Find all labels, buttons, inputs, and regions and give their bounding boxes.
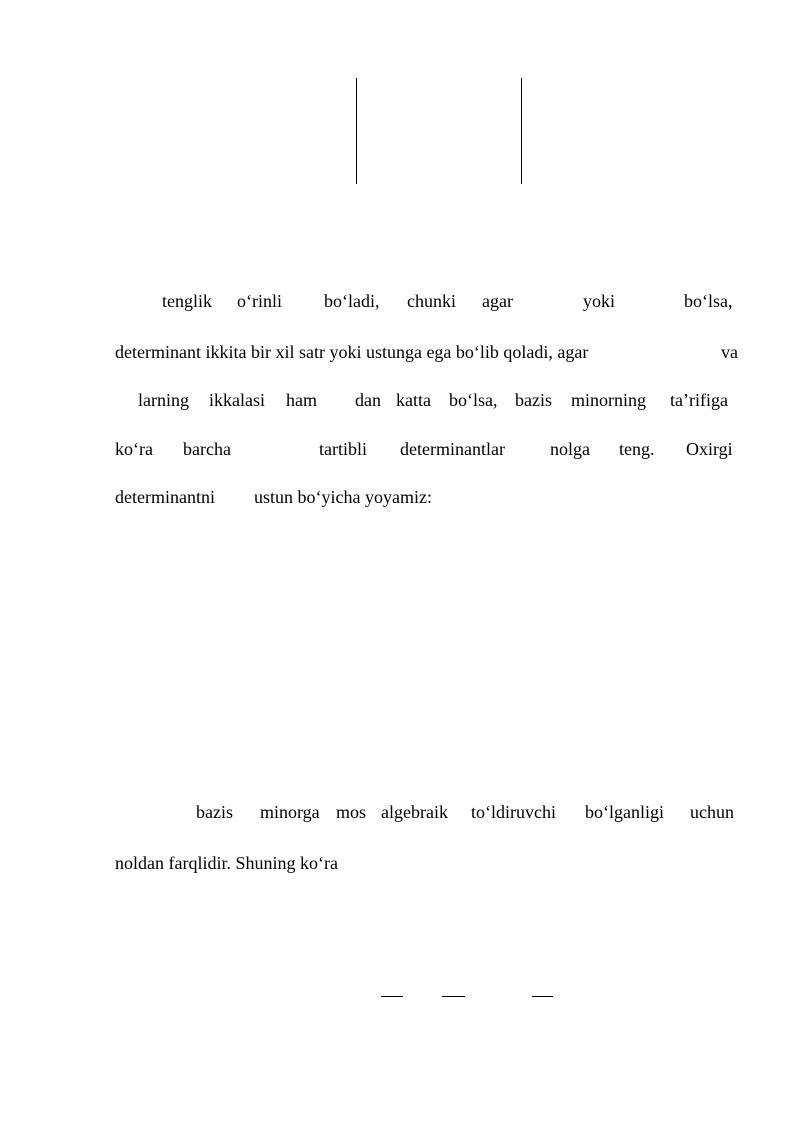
word: to‘ldiruvchi <box>471 802 556 822</box>
word: nolga <box>550 439 590 459</box>
word: algebraik <box>381 802 448 822</box>
word: ham <box>286 390 317 410</box>
text-run: determinantni <box>115 487 215 507</box>
word: tartibli <box>319 439 367 459</box>
word: barcha <box>183 439 231 459</box>
fraction-bar <box>532 996 553 997</box>
word: chunki <box>407 291 456 311</box>
fraction-bar <box>442 996 465 997</box>
word: bo‘lsa, <box>684 291 733 311</box>
word: bo‘lganligi <box>585 802 664 822</box>
word: determinantlar <box>400 439 505 459</box>
word: o‘rinli <box>237 291 282 311</box>
word: yoki <box>583 291 616 311</box>
word: bo‘lsa, <box>449 390 498 410</box>
word: bazis <box>196 802 233 822</box>
text-run: ustun bo‘yicha yoyamiz: <box>254 487 432 507</box>
word: tenglik <box>162 291 212 311</box>
word: ko‘ra <box>115 439 153 459</box>
word: teng. <box>619 439 655 459</box>
determinant-left-bar <box>356 78 357 184</box>
text-run: determinant ikkita bir xil satr yoki ustunga ega bo‘lib qoladi, agar <box>115 342 589 362</box>
text-run: noldan farqlidir. Shuning ko‘ra <box>115 853 338 873</box>
word: minorning <box>571 390 646 410</box>
word: bazis <box>515 390 552 410</box>
word: larning <box>138 390 189 410</box>
word: mos <box>336 802 367 822</box>
word: ikkalasi <box>209 390 265 410</box>
determinant-right-bar <box>521 78 522 184</box>
word: dan <box>355 390 381 410</box>
word: ta’rifiga <box>670 390 728 410</box>
word: uchun <box>690 802 734 822</box>
word: minorga <box>260 802 320 822</box>
word: katta <box>396 390 431 410</box>
word: va <box>721 342 738 362</box>
word: Oxirgi <box>686 439 733 459</box>
fraction-bar <box>381 996 403 997</box>
word: bo‘ladi, <box>324 291 380 311</box>
word: agar <box>482 291 513 311</box>
